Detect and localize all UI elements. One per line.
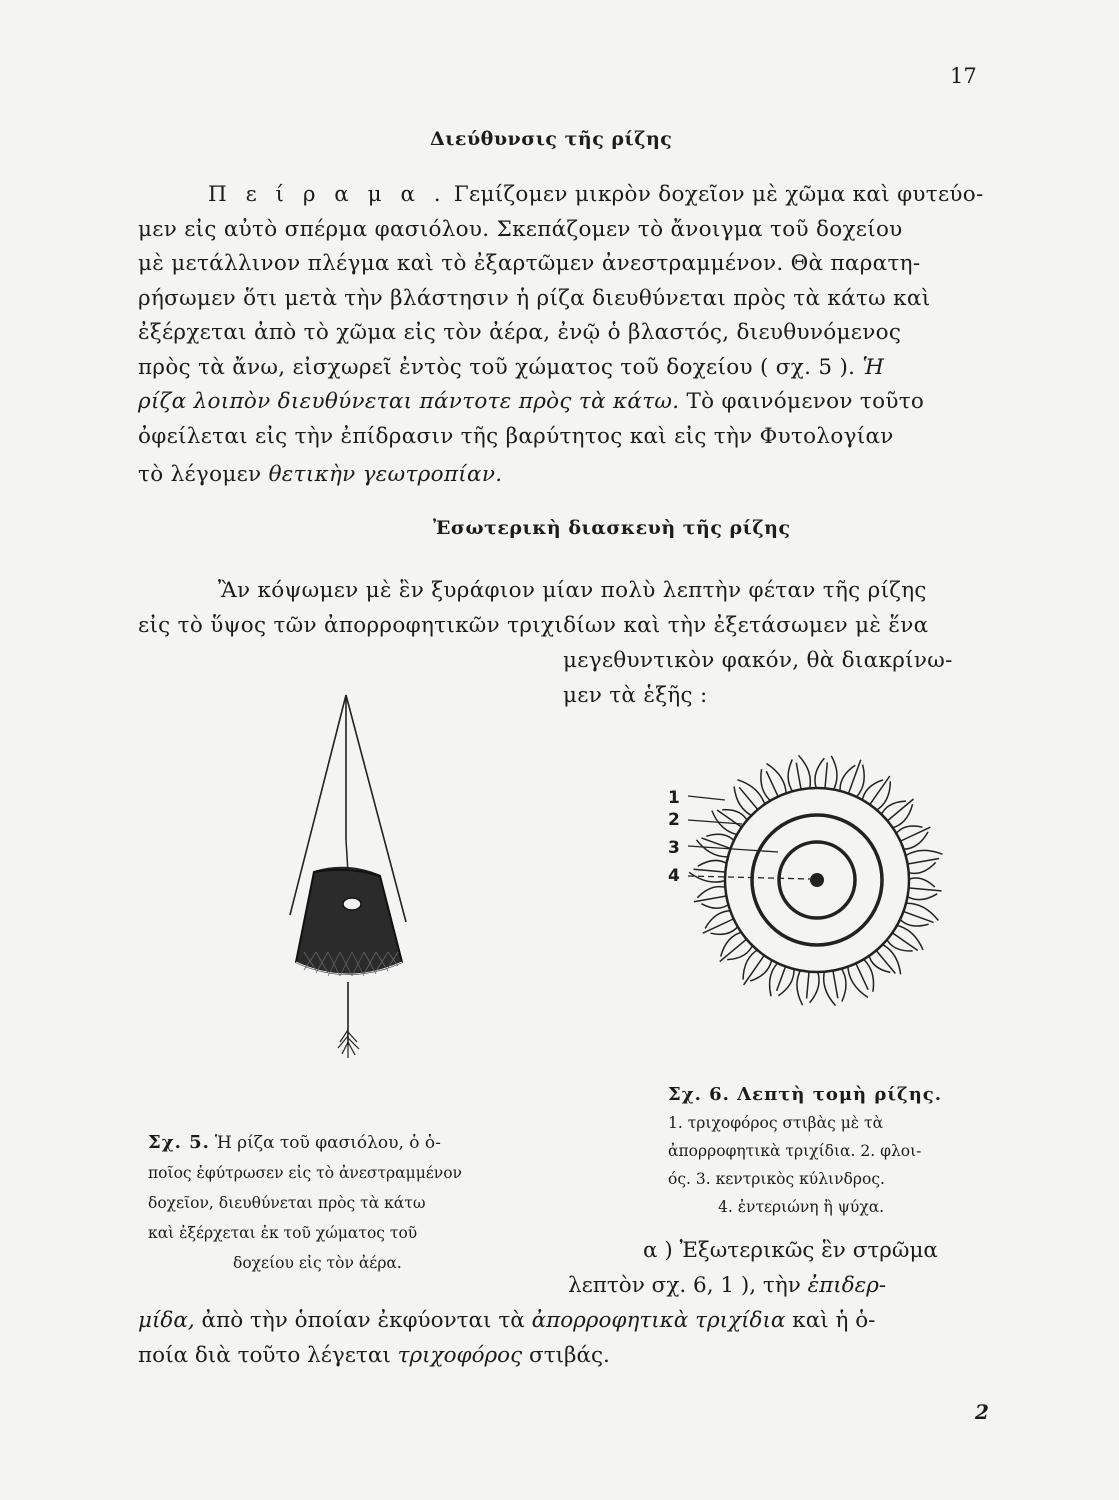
outer-layer-paragraph [138, 1233, 980, 1373]
caption-line: Ἡ ρίζα τοῦ φασιόλου, ὁ ὁ- [214, 1133, 441, 1153]
caption-line: καὶ ἐξέρχεται ἐκ τοῦ χώματος τοῦ [148, 1224, 418, 1242]
figure-6-root-cross-section [680, 740, 970, 1030]
caption-title: Σχ. 6. Λεπτὴ τομὴ ρίζης. [668, 1084, 943, 1105]
text-line: μεν εἰς αὐτὸ σπέρμα φασιόλου. Σκεπάζομεν τὸ ἄνοιγμα τοῦ δοχείου [138, 216, 903, 242]
figure-6-label-2: 2 [668, 810, 680, 830]
caption-line: δοχείου εἰς τὸν ἀέρα. [233, 1254, 402, 1272]
figure-6-label-1: 1 [668, 788, 680, 808]
text-line: ποία διὰ τοῦτο λέγεται [138, 1343, 391, 1368]
page-number: 17 [950, 64, 977, 88]
caption-line: ἀπορροφητικὰ τριχίδια. 2. φλοι- [668, 1142, 922, 1160]
text-line: Γεμίζομεν μικρὸν δοχεῖον μὲ χῶμα καὶ φυτεύο- [453, 182, 984, 207]
text-line: ἀπὸ τὴν ὁποίαν ἐκφύονται τὰ [201, 1308, 525, 1333]
figure-5-inverted-container [268, 690, 428, 1080]
italic-text: θετικὴν γεωτροπίαν. [268, 462, 503, 487]
italic-text: ἀπορροφητικὰ τριχίδια [531, 1308, 786, 1333]
caption-line: ός. 3. κεντρικὸς κύλινδρος. [668, 1170, 885, 1188]
section-heading-internal-structure: Ἐσωτερικὴ διασκευὴ τῆς ρίζης [433, 517, 791, 539]
caption-line: ποῖος ἐφύτρωσεν εἰς τὸ ἀνεστραμμένον [148, 1164, 462, 1182]
text-line: καὶ ἡ ὁ- [792, 1308, 876, 1333]
text-line: μὲ μετάλλινον πλέγμα καὶ τὸ ἐξαρτῶμεν ἀνεστραμμένον. Θὰ παρατη- [138, 251, 921, 276]
figure-6-label-4: 4 [668, 866, 680, 886]
text-line: πρὸς τὰ ἄνω, εἰσχωρεῖ ἐντὸς τοῦ χώματος τοῦ δοχείου ( σχ. 5 ). [138, 354, 856, 380]
signature-mark: 2 [975, 1400, 989, 1424]
text-line: εἰς τὸ ὕψος τῶν ἀπορροφητικῶν τριχιδίων καὶ τὴν ἐξετάσωμεν μὲ ἕνα [138, 613, 929, 638]
text-line: ὀφείλεται εἰς τὴν ἐπίδρασιν τῆς βαρύτητος καὶ εἰς τὴν Φυτολογίαν [138, 423, 894, 449]
italic-text: ἐπιδερ- [807, 1273, 887, 1298]
italic-text: μίδα, [138, 1308, 195, 1333]
text-line: λεπτὸν σχ. 6, 1 ), τὴν [568, 1273, 801, 1298]
text-line: Ἂν κόψωμεν μὲ ἓν ξυράφιον μίαν πολὺ λεπτὴν φέταν τῆς ρίζης [218, 578, 927, 603]
experiment-label: Π ε ί ρ α μ α . [208, 182, 447, 207]
section-heading-root-direction: Διεύθυνσις τῆς ρίζης [430, 128, 673, 150]
text-line: ἐξέρχεται ἀπὸ τὸ χῶμα εἰς τὸν ἀέρα, ἐνῷ ὁ βλαστός, διευθυνόμενος [138, 320, 902, 345]
italic-text: ρίζα λοιπὸν διευθύνεται πάντοτε πρὸς τὰ κάτω. [138, 389, 680, 414]
text-line: μεγεθυντικὸν φακόν, θὰ διακρίνω- [563, 648, 953, 673]
caption-title: Σχ. 5. [148, 1132, 210, 1153]
italic-text: τριχοφόρος [397, 1343, 523, 1368]
structure-paragraph [138, 574, 980, 714]
figure-6-label-3: 3 [668, 838, 680, 858]
experiment-paragraph [138, 178, 984, 493]
text-line: Ἐξωτερικῶς ἓν στρῶμα [679, 1238, 938, 1263]
text-line: ρήσωμεν ὅτι μετὰ τὴν βλάστησιν ἡ ρίζα διευθύνεται πρὸς τὰ κάτω καὶ [138, 285, 931, 311]
text-line: Τὸ φαινόμενον τοῦτο [686, 389, 925, 414]
figure-6-caption [668, 1081, 978, 1221]
italic-text: Ἡ [862, 354, 885, 380]
text-line: στιβάς. [529, 1343, 610, 1368]
caption-line: δοχεῖον, διευθύνεται πρὸς τὰ κάτω [148, 1194, 426, 1212]
caption-line: 1. τριχοφόρος στιβὰς μὲ τὰ [668, 1114, 884, 1132]
text-line: μεν τὰ ἑξῆς : [563, 683, 708, 708]
caption-line: 4. ἐντεριώνη ἢ ψύχα. [718, 1198, 885, 1216]
text-line: α ) [643, 1238, 673, 1263]
text-line: τὸ λέγομεν [138, 462, 262, 487]
